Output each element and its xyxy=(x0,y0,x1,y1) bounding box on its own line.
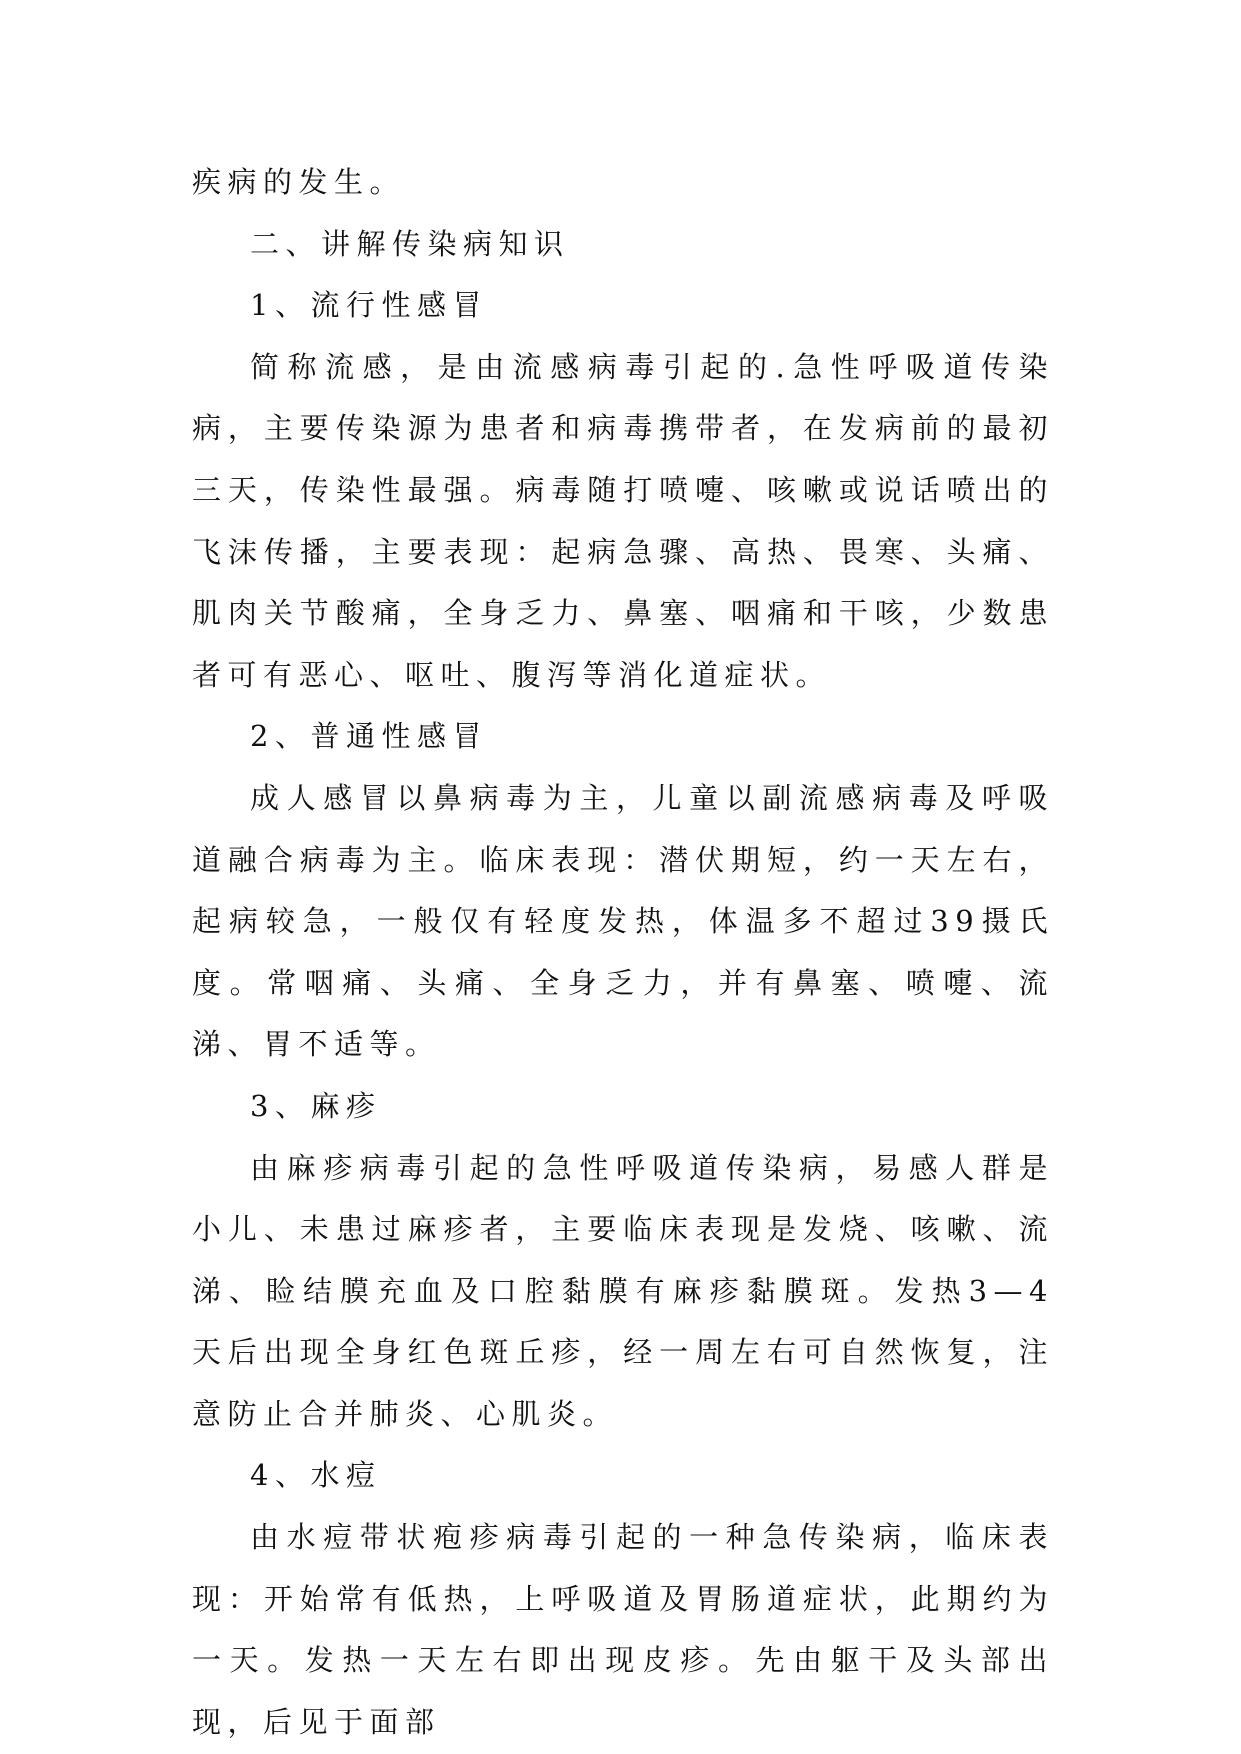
paragraph-chickenpox: 由水痘带状疱疹病毒引起的一种急传染病，临床表现：开始常有低热，上呼吸道及胃肠道症状，此期约为一天。发热一天左右即出现皮疹。先由躯干及头部出现，后见于面部 xyxy=(192,1520,1054,1739)
paragraph-influenza: 简称流感，是由流感病毒引起的.急性呼吸道传染病，主要传染源为患者和病毒携带者，在发病前的最初三天，传染性最强。病毒随打喷嚏、咳嗽或说话喷出的飞沫传播，主要表现：起病急骤、高热、畏寒、头痛、肌肉关节酸痛，全身乏力、鼻塞、咽痛和干咳，少数患者可有恶心、呕吐、腹泻等消化道症状。 xyxy=(192,349,1054,692)
subheading-common-cold: 2、普通性感冒 xyxy=(250,719,488,754)
section-heading-infectious-disease-knowledge: 二、讲解传染病知识 xyxy=(250,226,570,261)
subheading-measles: 3、麻疹 xyxy=(250,1088,382,1123)
subheading-influenza: 1、流行性感冒 xyxy=(250,288,488,323)
subheading-chickenpox: 4、水痘 xyxy=(250,1458,382,1493)
paragraph-measles: 由麻疹病毒引起的急性呼吸道传染病，易感人群是小儿、未患过麻疹者，主要临床表现是发烧、咳嗽、流涕、睑结膜充血及口腔黏膜有麻疹黏膜斑。发热3—4天后出现全身红色斑丘疹，经一周左右可自然恢复，注意防止合并肺炎、心肌炎。 xyxy=(192,1150,1054,1431)
document-body xyxy=(192,152,1054,1753)
paragraph-continuation: 疾病的发生。 xyxy=(192,165,406,199)
paragraph-common-cold: 成人感冒以鼻病毒为主，儿童以副流感病毒及呼吸道融合病毒为主。临床表现：潜伏期短，约一天左右，起病较急，一般仅有轻度发热，体温多不超过39摄氏度。常咽痛、头痛、全身乏力，并有鼻塞、喷嚏、流涕、胃不适等。 xyxy=(192,780,1054,1062)
